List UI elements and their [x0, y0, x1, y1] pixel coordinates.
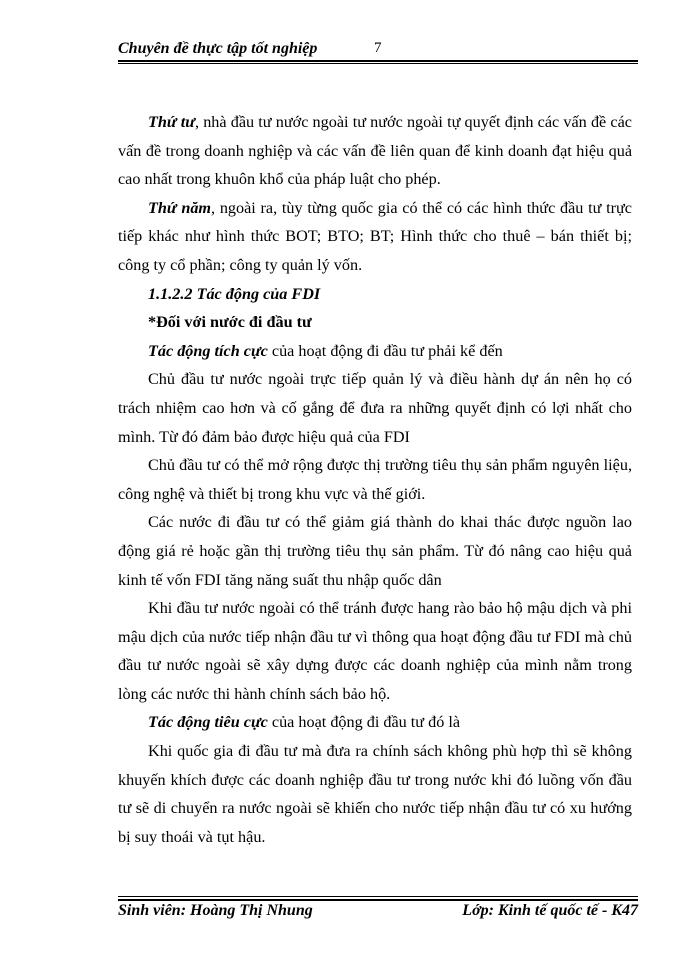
paragraph	[118, 337, 632, 366]
section-heading: 1.1.2.2 Tác động của FDI	[148, 284, 321, 303]
header-rule	[118, 60, 638, 62]
paragraph-text: của hoạt động đi đầu tư đó là	[267, 713, 461, 732]
paragraph-text: , nhà đầu tư nước ngoài tư nước ngoài tự quyết định các vấn đề các vấn đề trong doanh nghiệp và các vấn đề liên quan để kinh doanh đạt hiệu quả cao nhất trong khuôn khổ của pháp luật cho phép.	[118, 113, 632, 189]
paragraph-lead: Tác động tích cực	[148, 341, 268, 360]
footer-rule-thin	[118, 896, 638, 897]
paragraph: Khi đầu tư nước ngoài có thể tránh được hang rào bảo hộ mậu dịch và phi mậu dịch của nước tiếp nhận đầu tư vì thông qua hoạt động đầu tư FDI mà chủ đầu tư nước ngoài sẽ xây dựng được các doanh nghiệp của mình nằm trong lòng các nước thi hành chính sách bảo hộ.	[118, 599, 632, 703]
page-header	[118, 38, 638, 64]
class-name: Lớp: Kinh tế quốc tế - K47	[462, 902, 638, 919]
subsection-heading: *Đối với nước đi đầu tư	[148, 313, 312, 332]
paragraph: Khi quốc gia đi đầu tư mà đưa ra chính sách không phù hợp thì sẽ không khuyến khích được các doanh nghiệp đầu tư trong nước khi đó luồng vốn đầu tư sẽ di chuyển ra nước ngoài sẽ khiến cho nước tiếp nhận đầu tư có xu hướng bị suy thoái và tụt hậu.	[118, 742, 632, 846]
footer-rule	[118, 899, 638, 901]
paragraph-lead: Tác động tiêu cực	[148, 713, 268, 732]
page-footer	[118, 896, 638, 926]
document-title: Chuyên đề thực tập tốt nghiệp	[118, 40, 318, 57]
paragraph-text: , ngoài ra, tùy từng quốc gia có thể có các hình thức đầu tư trực tiếp khác như hình thức BOT; BTO; BT; Hình thức cho thuê – bán thiết bị; công ty cổ phần; công ty quản lý vốn.	[118, 198, 632, 274]
paragraph-text: của hoạt động đi đầu tư phải kể đến	[267, 341, 503, 360]
header-rule-thin	[118, 63, 638, 64]
paragraph-lead: Thứ tư	[148, 113, 195, 131]
paragraph: Chủ đầu tư nước ngoài trực tiếp quản lý và điều hành dự án nên họ có trách nhiệm cao hơn và cố gắng để đưa ra những quyết định có lợi nhất cho mình. Từ đó đảm bảo được hiệu quả của FDI	[118, 370, 632, 446]
student-name: Sinh viên: Hoàng Thị Nhung	[118, 902, 313, 919]
page-number: 7	[374, 40, 382, 56]
paragraph-lead: Thứ năm	[148, 198, 212, 217]
paragraph	[118, 108, 632, 194]
paragraph	[118, 194, 632, 280]
paragraph: Chủ đầu tư có thể mở rộng được thị trường tiêu thụ sản phẩm nguyên liệu, công nghệ và thiết bị trong khu vực và thế giới.	[118, 456, 632, 503]
paragraph	[118, 708, 632, 737]
paragraph: Các nước đi đầu tư có thể giảm giá thành do khai thác được nguồn lao động giá rẻ hoặc gần thị trường tiêu thụ sản phẩm. Từ đó nâng cao hiệu quả kinh tế vốn FDI tăng năng suất thu nhập quốc dân	[118, 513, 632, 589]
document-body	[118, 108, 632, 851]
